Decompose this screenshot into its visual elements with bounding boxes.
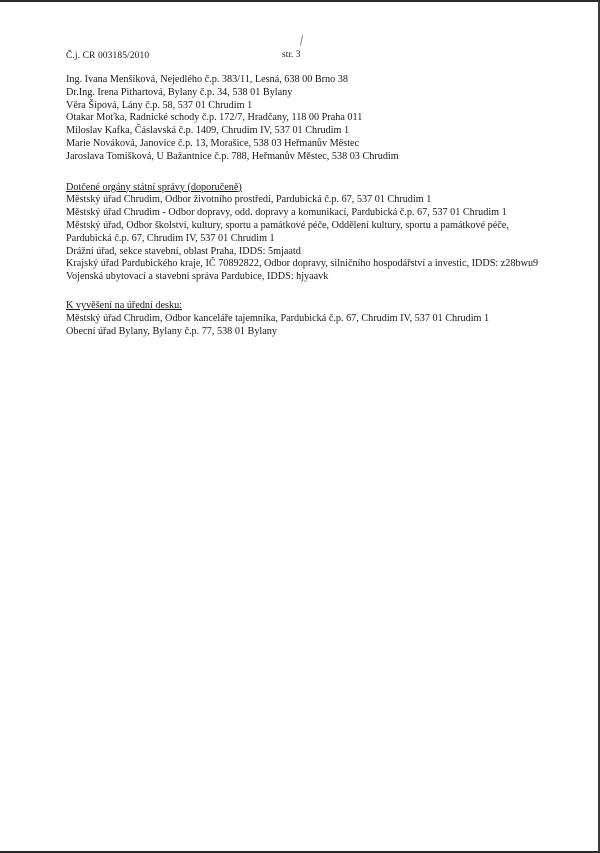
authority-item: Městský úřad Chrudim - Odbor dopravy, odd. dopravy a komunikací, Pardubická č.p. 67, 537 01 Chrudim 1	[66, 207, 507, 219]
recipient-line: Miloslav Kafka, Čáslavská č.p. 1409, Chrudim IV, 537 01 Chrudim 1	[66, 125, 350, 137]
recipient-line: Ing. Ivana Menšíková, Nejedlého č.p. 383/11, Lesná, 638 00 Brno 38	[66, 74, 348, 85]
authority-item: Vojenská ubytovací a stavební správa Pardubice, IDDS: hjyaavk	[66, 271, 329, 283]
notice-board-title: K vyvěšení na úřední desku:	[66, 299, 182, 311]
authorities-title: Dotčené orgány státní správy (doporučeně)	[66, 181, 242, 193]
authority-item: Krajský úřad Pardubického kraje, IČ 70892822, Odbor dopravy, silničního hospodářství a investic, IDDS: z28bwu9	[66, 258, 539, 270]
notice-board-section	[66, 300, 546, 338]
recipient-line: Otakar Moťka, Radnické schody č.p. 172/7, Hradčany, 118 00 Praha 011	[66, 112, 363, 124]
authority-item: Drážní úřad, sekce stavební, oblast Praha, IDDS: 5mjaatd	[66, 245, 301, 257]
authority-item: Městský úřad Chrudim, Odbor životního prostředí, Pardubická č.p. 67, 537 01 Chrudim 1	[66, 194, 432, 206]
recipient-line: Jaroslava Tomišková, U Bažantnice č.p. 788, Heřmanův Městec, 538 03 Chrudim	[66, 150, 399, 162]
recipient-line: Věra Šípová, Lány č.p. 58, 537 01 Chrudim 1	[66, 99, 253, 111]
notice-board-item: Městský úřad Chrudim, Odbor kanceláře tajemníka, Pardubická č.p. 67, Chrudim IV, 537 01 Chrudim 1	[66, 312, 490, 324]
document-body	[66, 74, 546, 338]
notice-board-item: Obecní úřad Bylany, Bylany č.p. 77, 538 01 Bylany	[66, 325, 277, 337]
authority-item: Městský úřad, Odbor školství, kultury, sportu a památkové péče, Oddělení kultury, sportu a památkové péče, Pardubická č.p. 67, Chrudim IV, 537 01 Chrudim 1	[66, 219, 509, 244]
recipient-line: Dr.Ing. Irena Pithartová, Bylany č.p. 34, 538 01 Bylany	[66, 86, 293, 98]
reference-number: Č.j. CR 003185/2010	[66, 51, 150, 61]
page-number: str. 3	[282, 50, 301, 60]
authorities-section	[66, 182, 546, 284]
recipient-line: Marie Nováková, Janovice č.p. 13, Morašice, 538 03 Heřmanův Městec	[66, 137, 360, 149]
pen-mark	[300, 35, 303, 46]
recipients-list	[66, 74, 546, 164]
